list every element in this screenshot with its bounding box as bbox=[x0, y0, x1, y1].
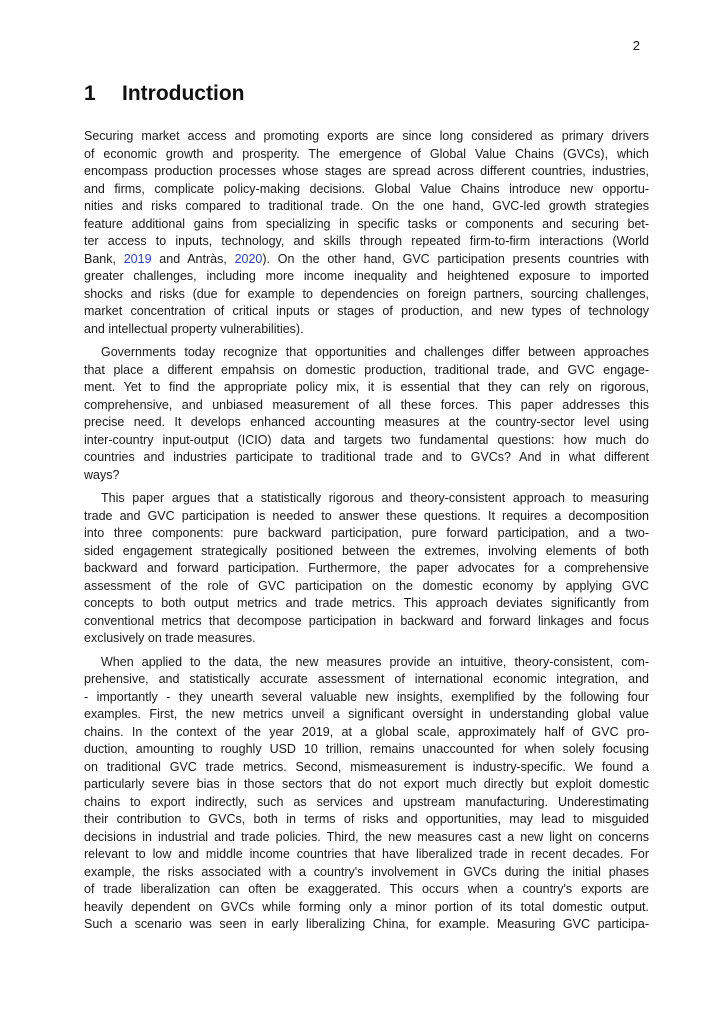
text-line: and firms, complicate policy-making decisions. Global Value Chains introduce new opportu- bbox=[84, 181, 649, 196]
text-line: countries and industries participate to traditional trade and to GVCs? And in what different bbox=[84, 450, 649, 464]
text-line: particularly severe bias in those sectors that do not export much directly but exploit domestic bbox=[84, 777, 649, 791]
text-line: example, the risks associated with a country's involvement in GVCs during the initial phases bbox=[84, 864, 649, 879]
text-line: examples. First, the new metrics unveil a significant oversight in understanding global value bbox=[84, 707, 649, 721]
text-line: heavily dependent on GVCs while forming only a minor portion of its total domestic output. bbox=[84, 899, 649, 914]
text-line: encompass production processes whose stages are spread across different countries, industries, bbox=[84, 164, 649, 178]
text-line: precise need. It develops enhanced accounting measures at the country-sector level using bbox=[84, 415, 649, 429]
paragraph bbox=[84, 654, 649, 934]
text-line: chains to export indirectly, such as services and upstream manufacturing. Underestimating bbox=[84, 794, 649, 809]
text-line: prehensive, and statistically accurate assessment of international economic integration, and bbox=[84, 672, 649, 686]
citation-link[interactable]: 2020 bbox=[234, 251, 263, 266]
text-line: Such a scenario was seen in early liberalizing China, for example. Measuring GVC participa- bbox=[84, 917, 649, 931]
text-line: - importantly - they unearth several valuable new insights, exemplified by the following four bbox=[84, 689, 649, 704]
section-title: Introduction bbox=[122, 82, 245, 105]
citation-link[interactable]: 2019 bbox=[123, 251, 152, 266]
text-line: duction, amounting to roughly USD 10 trillion, remains unaccounted for when solely focusing bbox=[84, 742, 649, 756]
section-heading bbox=[84, 82, 244, 106]
paragraph bbox=[84, 490, 649, 648]
text-line: When applied to the data, the new measures provide an intuitive, theory-consistent, com- bbox=[101, 654, 649, 669]
text-line: sided engagement strategically positioned between the extremes, involving elements of both bbox=[84, 543, 649, 558]
text-line: and intellectual property vulnerabilities). bbox=[84, 321, 304, 336]
text-line bbox=[84, 251, 649, 269]
text-line: decisions in industrial and trade policies. Third, the new measures cast a new light on concerns bbox=[84, 829, 649, 844]
text-line: feature additional gains from specializing in specific tasks or components and securing bet- bbox=[84, 216, 649, 231]
text-line: market concentration of critical inputs or stages of production, and new types of technology bbox=[84, 304, 649, 318]
text-line: concepts to both output metrics and trade metrics. This approach deviates significantly from bbox=[84, 596, 649, 610]
text-line: that place a different empahsis on domestic production, traditional trade, and GVC engage- bbox=[84, 362, 649, 377]
text-line: their contribution to GVCs, both in terms of risks and opportunities, may lead to misguided bbox=[84, 812, 649, 826]
text-line: assessment of the role of GVC participation on the domestic economy by applying GVC bbox=[84, 578, 649, 593]
text-line: nities and risks compared to traditional trade. On the one hand, GVC-led growth strategies bbox=[84, 199, 649, 213]
text-line: Securing market access and promoting exports are since long considered as primary drivers bbox=[84, 129, 649, 143]
text-line: comprehensive, and unbiased measurement of all these forces. This paper addresses this bbox=[84, 397, 649, 412]
page-number: 2 bbox=[632, 38, 640, 53]
text-line: chains. In the context of the year 2019, at a global scale, approximately half of GVC pro- bbox=[84, 724, 649, 739]
text-segment: and Antràs, bbox=[151, 251, 235, 266]
text-line: of economic growth and prosperity. The emergence of Global Value Chains (GVCs), which bbox=[84, 146, 649, 161]
paragraph bbox=[84, 344, 649, 484]
text-line: inter-country input-output (ICIO) data and targets two fundamental questions: how much do bbox=[84, 432, 649, 447]
text-line: ment. Yet to find the appropriate policy mix, it is essential that they can rely on rigorous, bbox=[84, 380, 649, 394]
text-line: This paper argues that a statistically rigorous and theory-consistent approach to measuring bbox=[101, 491, 649, 505]
text-line: exclusively on trade measures. bbox=[84, 631, 256, 645]
text-line: backward and forward participation. Furthermore, the paper advocates for a comprehensive bbox=[84, 561, 649, 575]
text-line: greater challenges, including more income inequality and heightened exposure to imported bbox=[84, 269, 649, 283]
paragraph bbox=[84, 128, 649, 338]
text-line: into three components: pure backward participation, pure forward participation, and a two- bbox=[84, 526, 649, 540]
section-number: 1 bbox=[84, 82, 96, 105]
text-line: ter access to inputs, technology, and skills through repeated firm-to-firm interactions (World bbox=[84, 234, 649, 248]
text-line: on traditional GVC trade metrics. Second, mismeasurement is industry-specific. We found a bbox=[84, 759, 649, 774]
text-line: of trade liberalization can often be exaggerated. This occurs when a country's exports are bbox=[84, 882, 649, 896]
text-line: Governments today recognize that opportunities and challenges differ between approaches bbox=[101, 345, 649, 359]
text-line: shocks and risks (due for example to dependencies on foreign partners, sourcing challenges, bbox=[84, 286, 649, 301]
text-line: relevant to low and middle income countries that have liberalized trade in recent decades. For bbox=[84, 847, 649, 861]
text-line: trade and GVC participation is needed to answer these questions. It requires a decomposition bbox=[84, 508, 649, 523]
text-segment: Bank, bbox=[84, 251, 124, 266]
text-line: conventional metrics that decompose participation in backward and forward linkages and focus bbox=[84, 613, 649, 628]
text-line: ways? bbox=[84, 467, 120, 482]
body-text bbox=[84, 128, 649, 940]
text-segment: ). On the other hand, GVC participation presents countries with bbox=[262, 251, 649, 266]
